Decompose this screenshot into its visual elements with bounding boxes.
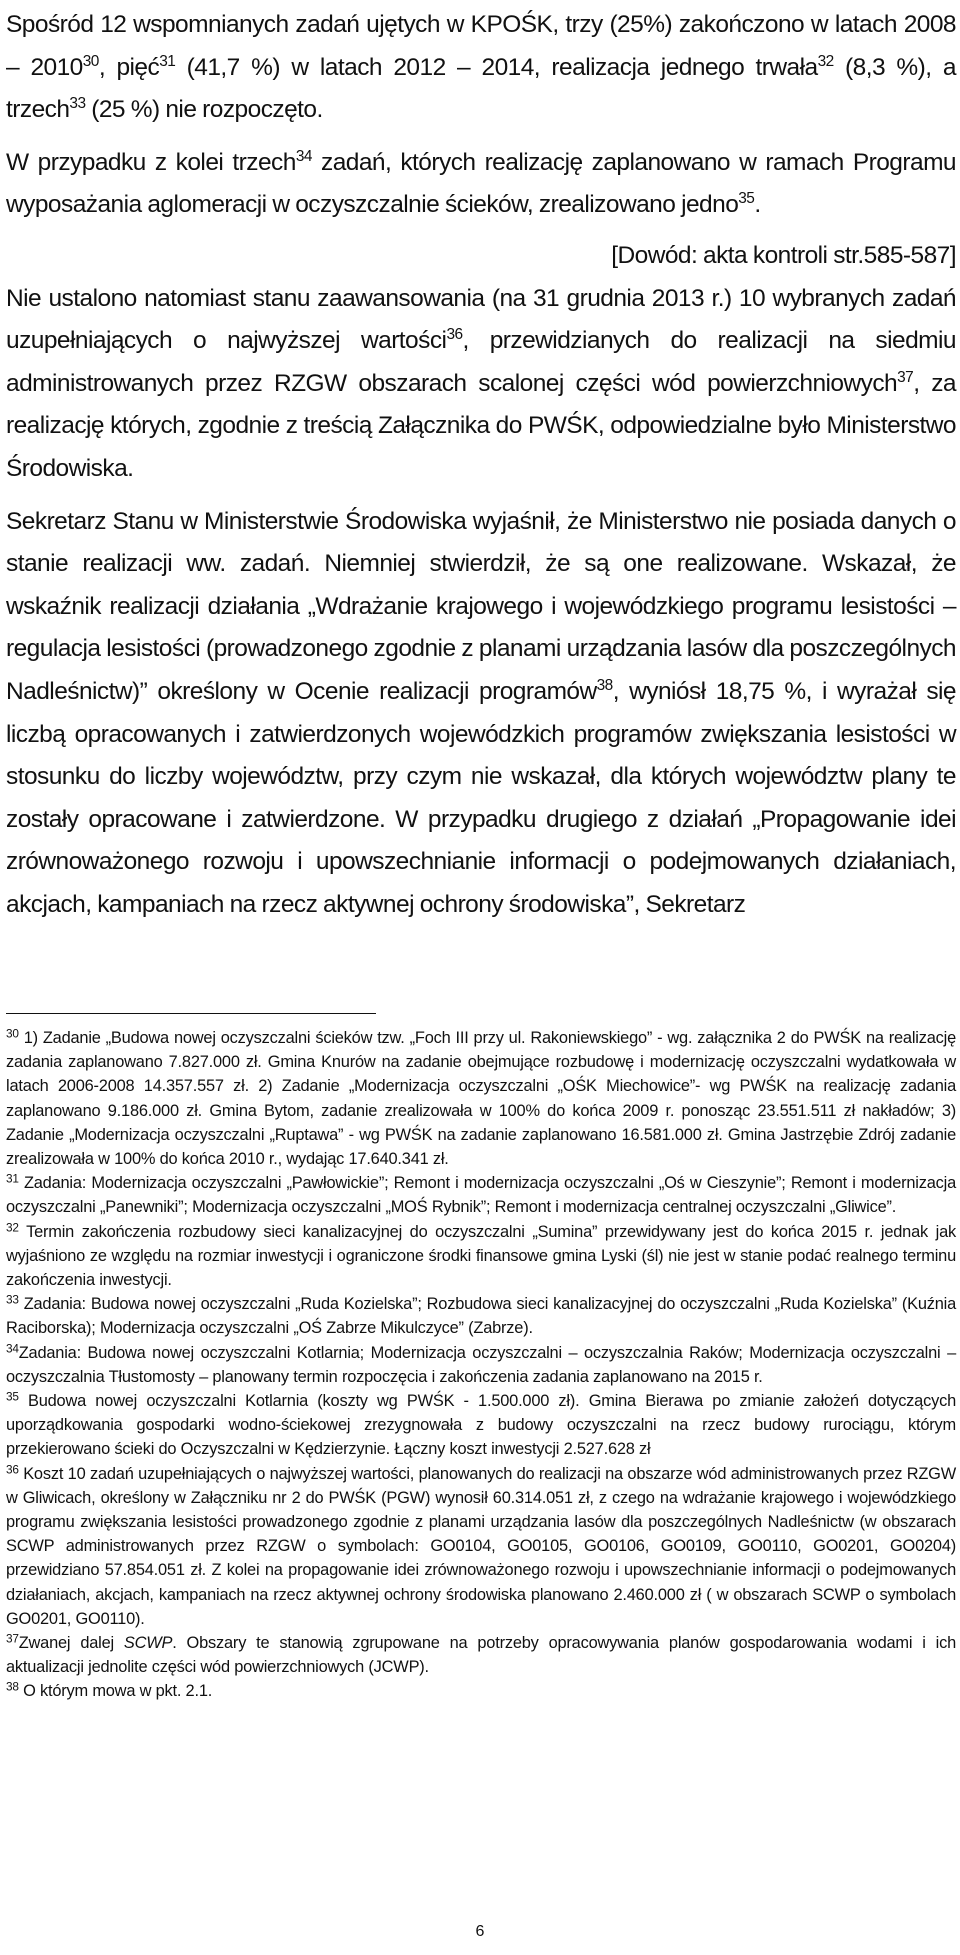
footnotes-section xyxy=(6,1026,956,1704)
footnote-ref[interactable]: 35 xyxy=(738,190,755,208)
paragraph-secretary-explanation xyxy=(6,501,956,927)
footnote-emphasis: SCWP xyxy=(123,1634,173,1653)
footnote-number: 33 xyxy=(6,1292,19,1307)
footnote-text: Zadania: Budowa nowej oczyszczalni „Ruda Kozielska”; Rozbudowa sieci kanalizacyjnej do oczyszczalni „Ruda Kozielska” (Kuźnia Raciborska); Modernizacja oczyszczalni „OŚ Zabrze Mikulczyce” (Zabrze). xyxy=(6,1295,956,1338)
paragraph-agglomeration-program xyxy=(6,142,956,227)
footnote-ref[interactable]: 38 xyxy=(596,676,613,694)
footnote-number: 31 xyxy=(6,1171,19,1186)
footnote-34 xyxy=(6,1341,956,1389)
text-run: Nie ustalono natomiast stanu zaawansowania (na 31 grudnia 2013 r.) 10 wybranych zadań uzupełniających o najwyższej wartości xyxy=(6,284,956,355)
footnote-30 xyxy=(6,1026,956,1171)
text-run: , za realizację których, zgodnie z treścią Załącznika do PWŚK, odpowiedzialne było Ministerstwo Środowiska. xyxy=(6,369,956,482)
footnote-35 xyxy=(6,1389,956,1462)
footnote-text: Zwanej dalej xyxy=(18,1634,124,1653)
footnote-number: 32 xyxy=(6,1220,19,1235)
footnote-number: 35 xyxy=(6,1389,19,1404)
paragraph-supplementary-tasks xyxy=(6,278,956,491)
text-run: . xyxy=(754,191,761,219)
paragraph-task-summary xyxy=(6,4,956,132)
footnote-text: . Obszary te stanowią zgrupowane na potrzeby opracowywania planów gospodarowania wodami i ich aktualizacji jednolite części wód powierzchniowych (JCWP). xyxy=(6,1634,956,1677)
footnote-32 xyxy=(6,1220,956,1293)
footnote-ref[interactable]: 33 xyxy=(69,94,86,112)
footnote-text: Termin zakończenia rozbudowy sieci kanalizacyjnej do oczyszczalni „Sumina” przewidywany jest do końca 2015 r. jednak jak wyjaśniono ze względu na rozmiar inwestycji i ograniczone środki finansowe gmina Lyski (śl) nie jest w stanie podać realnego terminu zakończenia inwestycji. xyxy=(6,1222,956,1290)
text-run: Sekretarz Stanu w Ministerstwie Środowiska wyjaśnił, że Ministerstwo nie posiada danych o stanie realizacji ww. zadań. Niemniej stwierdził, że są one realizowane. Wskazał, że wskaźnik realizacji działania „Wdrażanie krajowego i wojewódzkiego programu lesistości – regulacja lesistości (prowadzonego zgodnie z planami urządzania lasów dla poszczególnych Nadleśnictw)” określony w Ocenie realizacji programów xyxy=(6,507,956,705)
footnote-number: 38 xyxy=(6,1680,19,1695)
page-number: 6 xyxy=(475,1923,485,1940)
text-run: (25 %) nie rozpoczęto. xyxy=(85,96,323,124)
footnote-ref[interactable]: 32 xyxy=(817,52,834,70)
text-run: , wyniósł 18,75 %, i wyrażał się liczbą opracowanych i zatwierdzonych wojewódzkich programów zwiększania lesistości w stosunku do liczby województw, przy czym nie wskazał, dla których województw plany te zostały opracowane i zatwierdzone. W przypadku drugiego z działań „Propagowanie idei zrównoważonego rozwoju i upowszechnianie informacji o podejmowanych działaniach, akcjach, kampaniach na rzecz aktywnej ochrony środowiska”, Sekretarz xyxy=(6,677,956,918)
footnote-33 xyxy=(6,1292,956,1340)
text-run: (8,3 %), a trzech xyxy=(6,53,956,124)
evidence-reference: [Dowód: akta kontroli str.585-587] xyxy=(611,241,956,269)
footnote-separator xyxy=(6,1013,376,1014)
footnote-ref[interactable]: 34 xyxy=(295,147,312,165)
footnote-number: 30 xyxy=(6,1026,19,1041)
footnote-number: 37 xyxy=(6,1631,19,1646)
text-run: zadań, których realizację zaplanowano w ramach Programu wyposażania aglomeracji w oczyszczalnie ścieków, zrealizowano jedno xyxy=(6,148,957,219)
footnote-text: Budowa nowej oczyszczalni Kotlarnia (koszty wg PWŚK - 1.500.000 zł). Gmina Bierawa po zmianie założeń dotyczących uporządkowania gospodarki wodno-ściekowej zrezygnowała z budowy oczyszczalni na rzecz budowy rurociągu, którym przekierowano ścieki do Oczyszczalni w Kędzierzynie. Łączny koszt inwestycji 2.527.628 zł xyxy=(6,1392,956,1459)
text-run: , pięć xyxy=(98,53,160,81)
main-text xyxy=(6,4,956,926)
footnote-number: 34 xyxy=(6,1341,19,1356)
footnote-text: O którym mowa w pkt. 2.1. xyxy=(18,1682,213,1701)
footnote-38 xyxy=(6,1679,956,1703)
footnote-31 xyxy=(6,1171,956,1219)
footnote-ref[interactable]: 31 xyxy=(159,52,176,70)
footnote-text: Zadania: Modernizacja oczyszczalni „Pawłowickie”; Remont i modernizacja oczyszczalni „Oś w Cieszynie”; Remont i modernizacja oczyszczalni „Panewniki”; Modernizacja oczyszczalni „MOŚ Rybnik”; Remont i modernizacja centralnej oczyszczalni „Gliwice”. xyxy=(6,1174,956,1217)
text-run: W przypadku z kolei trzech xyxy=(6,148,296,176)
footnote-text: 1) Zadanie „Budowa nowej oczyszczalni ścieków tzw. „Foch III przy ul. Rakoniewskiego” - wg. załącznika 2 do PWŚK na realizację zadania zaplanowano 7.827.000 zł. Gmina Knurów na zadanie obejmujące rozbudowę i modernizację oczyszczalni wydatkowała w latach 2006-2008 14.357.557 zł. 2) Zadanie „Modernizacja oczyszczalni „OŚK Miechowice”- wg PWŚK na realizację zadania zaplanowano 9.186.000 zł. Gmina Bytom, zadanie zrealizowała w 100% do końca 2009 r. ponosząc 23.551.511 zł nakładów; 3) Zadanie „Modernizacja oczyszczalni „Ruptawa” - wg PWŚK na zadanie zaplanowano 16.581.000 zł. Gmina Jastrzębie Zdrój zadanie zrealizowała w 100% do końca 2010 r., wydając 17.640.341 zł. xyxy=(6,1029,956,1169)
text-run: Spośród 12 wspomnianych zadań ujętych w KPOŚK, trzy (25%) zakończono w latach 2008 – 2010 xyxy=(6,11,956,81)
footnote-36 xyxy=(6,1462,956,1631)
footnote-ref[interactable]: 36 xyxy=(446,325,463,343)
footnote-number: 36 xyxy=(6,1462,19,1477)
footnote-37 xyxy=(6,1631,956,1679)
footnote-ref[interactable]: 37 xyxy=(897,368,914,386)
footnote-text: Zadania: Budowa nowej oczyszczalni Kotlarnia; Modernizacja oczyszczalni – oczyszczalnia Raków; Modernizacja oczyszczalni – oczyszczalnia Tłustomosty – planowany termin rozpoczęcia i zakończenia zadania zaplanowano na 2015 r. xyxy=(6,1343,956,1386)
text-run: , przewidzianych do realizacji na siedmiu administrowanych przez RZGW obszarach scalonej części wód powierzchniowych xyxy=(6,327,956,397)
text-run: (41,7 %) w latach 2012 – 2014, realizacja jednego trwała xyxy=(175,53,818,81)
footnote-text: Koszt 10 zadań uzupełniających o najwyższej wartości, planowanych do realizacji na obszarze wód administrowanych przez RZGW w Gliwicach, określony w Załączniku nr 2 do PWŚK (PGW) wynosił 60.314.051 zł, z czego na wdrażanie krajowego i wojewódzkiego programu zwiększania lesistości prowadzonego zgodnie z planami urządzania lasów dla poszczególnych Nadleśnictw (w obszarach SCWP administrowanych przez RZGW o symbolach: GO0104, GO0105, GO0106, GO0109, GO0110, GO0201, GO0204) przewidziano 57.854.051 zł. Z kolei na propagowanie idei zrównoważonego rozwoju i upowszechnianie informacji o podejmowanych działaniach, akcjach, kampaniach na rzecz aktywnej ochrony środowiska planowano 2.460.000 zł ( w obszarach SCWP o symbolach GO0201, GO0110). xyxy=(6,1464,956,1628)
footnote-ref[interactable]: 30 xyxy=(82,52,99,70)
